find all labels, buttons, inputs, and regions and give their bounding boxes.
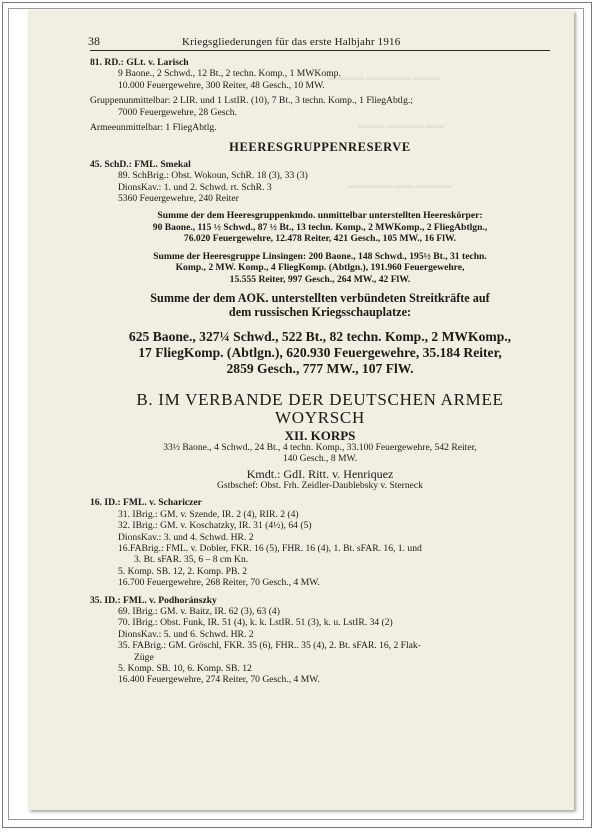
division-35-line: 5. Komp. SB. 10, 6. Komp. SB. 12	[118, 663, 252, 675]
summary-total-line: 17 FliegKomp. (Abtlgn.), 620.930 Feuergewehre, 35.184 Reiter,	[138, 345, 502, 361]
part-b-heading: B. IM VERBANDE DER DEUTSCHEN ARMEE	[136, 390, 504, 410]
summary-hgk-line: Summe der dem Heeresgruppenkmdo. unmittelbar unterstellten Heereskörper:	[157, 210, 483, 222]
summary-hgk-line: 76.020 Feuergewehre, 12.478 Reiter, 421 Gesch., 105 MW., 16 FlW.	[183, 233, 457, 245]
armee-line: Armeeunmittelbar: 1 FliegAbtlg.	[90, 122, 217, 134]
summary-total-line: 2859 Gesch., 777 MW., 107 FlW.	[226, 361, 414, 377]
running-header	[90, 36, 550, 51]
gruppen-line: 7000 Feuergewehre, 28 Gesch.	[118, 106, 237, 118]
page-number: 38	[88, 34, 100, 48]
division-16-heading: 16. ID.: FML. v. Schariczer	[90, 497, 202, 509]
division-16-line: 31. IBrig.: GM. v. Szende, IR. 2 (4), RIR. 2 (4)	[118, 508, 299, 520]
division-45-line: 89. SchBrig.: Obst. Wokoun, SchR. 18 (3), 33 (3)	[118, 170, 308, 182]
gruppen-line: Gruppenunmittelbar: 2 LIR. und 1 LstIR. (10), 7 Bt., 3 techn. Komp., 1 FliegAbtlg.;	[90, 95, 413, 107]
division-45-line: 5360 Feuergewehre, 240 Reiter	[118, 193, 239, 205]
part-b-heading: WOYRSCH	[275, 408, 365, 428]
division-35-line: DionsKav.: 5. und 6. Schwd. HR. 2	[118, 628, 254, 640]
corps-commander: Kmdt.: GdI. Ritt. v. Henriquez	[246, 466, 394, 481]
division-35-line: 70. IBrig.: Obst. Funk, IR. 51 (4), k. k. LstIR. 51 (3), k. u. LstIR. 34 (2)	[118, 617, 393, 629]
division-16-line: 3. Bt. sFAR. 35, 6 – 8 cm Kn.	[134, 554, 249, 566]
bleed-through: ▬▬▬ ▬▬▬▬ ▬▬	[358, 120, 444, 130]
bleed-through: ▬▬▬▬▬ ▬▬ ▬▬▬▬	[348, 180, 452, 190]
division-81-line: 9 Baone., 2 Schwd., 12 Bt., 2 techn. Komp., 1 MWKomp.	[118, 68, 341, 80]
division-35-line: 16.400 Feuergewehre, 274 Reiter, 70 Gesch., 4 MW.	[118, 674, 320, 686]
division-16-line: 32. IBrig.: GM. v. Koschatzky, IR. 31 (4½), 64 (5)	[118, 520, 312, 532]
division-35-heading: 35. ID.: FML. v. Podhoránszky	[90, 594, 217, 606]
division-16-line: DionsKav.: 3. und 4. Schwd. HR. 2	[118, 531, 254, 543]
division-45-heading: 45. SchD.: FML. Smekal	[90, 158, 191, 170]
division-35-line: 35. FABrig.: GM. Gröschl, FKR. 35 (6), FHR.. 35 (4), 2. Bt. sFAR. 16, 2 Flak-	[118, 640, 421, 652]
page-content	[90, 36, 550, 686]
corps-chief-of-staff: Gstbschef: Obst. Frh. Zeidler-Daublebsky v. Sterneck	[217, 479, 423, 491]
corps-title: XII. KORPS	[284, 428, 356, 444]
section-title-heeresgruppenreserve: HEERESGRUPPENRESERVE	[229, 140, 411, 155]
bleed-through: ▬▬▬▬ ▬▬▬▬▬ ▬▬▬	[328, 72, 441, 82]
division-16-line: 5. Komp. SB. 12, 2. Komp. PB. 2	[118, 565, 248, 577]
summary-linsingen-line: Summe der Heeresgruppe Linsingen: 200 Baone., 148 Schwd., 195½ Bt., 31 techn.	[153, 250, 487, 262]
division-35-line: Züge	[134, 651, 154, 663]
division-16-line: 16.FABrig.: FML. v. Dobler, FKR. 16 (5), FHR. 16 (4), 1. Bt. sFAR. 16, 1. und	[118, 542, 422, 554]
corps-strength-line: 140 Gesch., 8 MW.	[282, 453, 358, 465]
summary-linsingen-line: Komp., 2 MW. Komp., 4 FliegKomp. (Abtlgn.), 191.960 Feuergewehre,	[175, 262, 465, 274]
summary-aok-line: Summe der dem AOK. unterstellten verbündeten Streitkräfte auf	[150, 290, 490, 305]
division-45-line: DionsKav.: 1. und 2. Schwd. rt. SchR. 3	[118, 181, 272, 193]
division-16-line: 16.700 Feuergewehre, 268 Reiter, 70 Gesch., 4 MW.	[118, 577, 320, 589]
summary-hgk-line: 90 Baone., 115 ½ Schwd., 87 ½ Bt., 13 techn. Komp., 2 MWKomp., 2 FliegAbtlgn.,	[152, 221, 488, 233]
summary-total-line: 625 Baone., 327¼ Schwd., 522 Bt., 82 techn. Komp., 2 MWKomp.,	[128, 329, 512, 345]
summary-linsingen-line: 15.555 Reiter, 997 Gesch., 264 MW., 42 FlW.	[229, 273, 411, 285]
book-page	[28, 10, 574, 810]
division-35-line: 69. IBrig.: GM. v. Baitz, IR. 62 (3), 63 (4)	[118, 606, 280, 617]
division-81-heading: 81. RD.: GLt. v. Larisch	[90, 57, 189, 68]
corps-strength-line: 33½ Baone., 4 Schwd., 24 Bt., 4 techn. Komp., 33.100 Feuergewehre, 542 Reiter,	[163, 441, 477, 453]
division-81-line: 10.000 Feuergewehre, 300 Reiter, 48 Gesch., 10 MW.	[118, 79, 325, 91]
summary-aok-line: dem russischen Kriegsschauplatze:	[228, 305, 412, 320]
running-title: Kriegsgliederungen für das erste Halbjahr 1916	[182, 36, 401, 48]
